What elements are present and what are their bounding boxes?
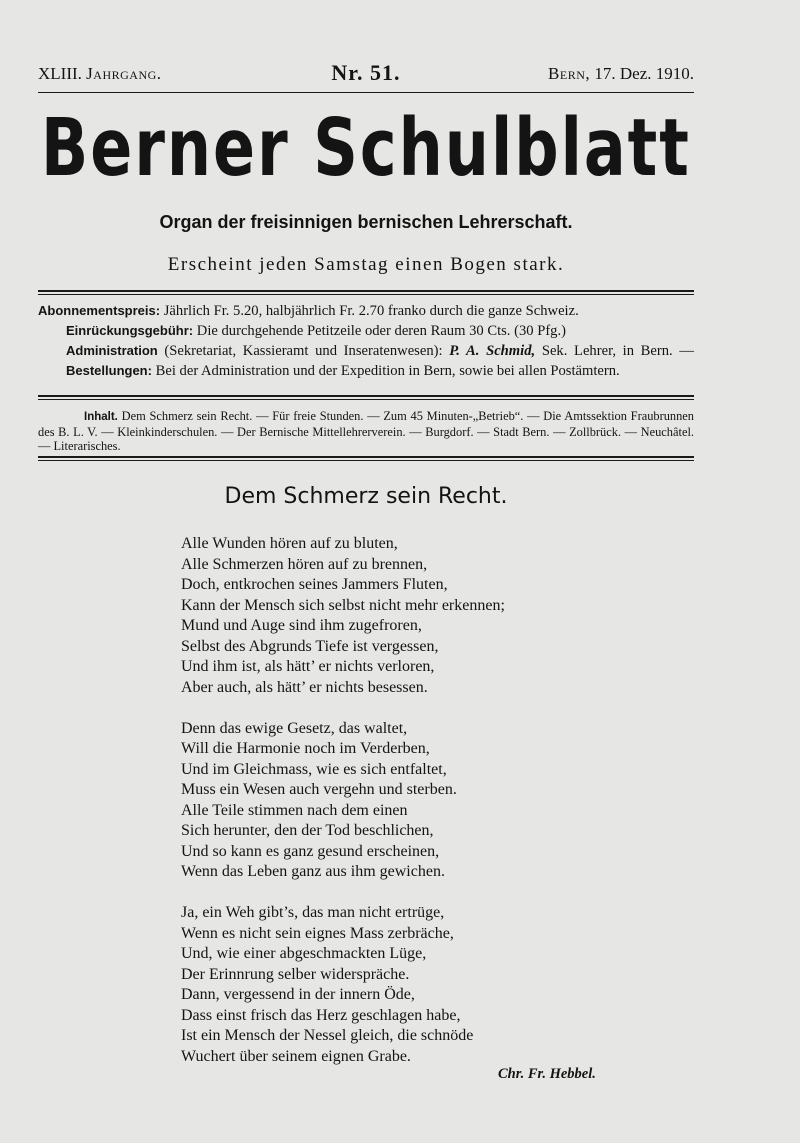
poem-line: Alle Teile stimmen nach dem einen <box>181 801 408 819</box>
abo-label: Abonnementspreis: <box>38 303 161 318</box>
masthead-subtitle: Organ der freisinnigen bernischen Lehrerschaft. <box>159 212 573 232</box>
admin-tail: Sek. Lehrer, in Bern. — <box>541 343 694 359</box>
table-of-contents <box>38 409 694 454</box>
poem-line: Ja, ein Weh gibt’s, das man nicht ertrüge, <box>181 904 445 921</box>
poem-line: Selbst des Abgrunds Tiefe ist vergessen, <box>181 637 439 655</box>
poem-line: Dass einst frisch das Herz geschlagen habe, <box>181 1006 461 1024</box>
poem-line: Ist ein Mensch der Nessel gleich, die schnöde <box>181 1027 474 1044</box>
issue-date: Bern, 17. Dez. 1910. <box>548 64 694 83</box>
poem-line: Und so kann es ganz gesund erscheinen, <box>181 842 440 860</box>
poem-line: Muss ein Wesen auch vergehn und sterben. <box>181 781 457 798</box>
poem-line: Dann, vergessend in der innern Öde, <box>181 986 415 1003</box>
poem-line: Denn das ewige Gesetz, das waltet, <box>181 719 408 737</box>
poem-line: Doch, entkrochen seines Jammers Fluten, <box>181 576 448 593</box>
poem-stanza <box>181 534 621 698</box>
issue-number: Nr. 51. <box>331 60 401 85</box>
double-rule <box>38 456 694 461</box>
poem-stanza <box>181 719 621 883</box>
poem-line: Wenn es nicht sein eignes Mass zerbräche, <box>181 924 454 942</box>
admin-label: Administration <box>66 343 158 358</box>
poem-line: Alle Schmerzen hören auf zu brennen, <box>181 555 428 573</box>
double-rule <box>38 290 694 295</box>
poem-line: Mund und Auge sind ihm zugefroren, <box>181 617 422 634</box>
poem <box>181 534 621 1088</box>
orders-label: Bestellungen: <box>66 363 152 378</box>
poem-line: Alle Wunden hören auf zu bluten, <box>181 535 398 552</box>
einr-label: Einrückungsgebühr: <box>66 323 194 338</box>
article-title: Dem Schmerz sein Recht. <box>224 484 508 509</box>
poem-line: Kann der Mensch sich selbst nicht mehr erkennen; <box>181 596 505 614</box>
admin-text: (Sekretariat, Kassieramt und Inseratenwesen): <box>164 343 443 359</box>
contents-text: Dem Schmerz sein Recht. — Für freie Stunden. — Zum 45 Minuten-„Betrieb“. — Die Amtssektion Fraubrunnen des B. L. V. — Kleinkinderschulen. — Der Bernische Mittellehrerverein. — Burgdorf. — Stadt Bern. — Zollbrück. — Neuchâtel. — Literarisches. <box>38 409 694 453</box>
subscription-info <box>38 301 694 381</box>
poem-line: Aber auch, als hätt’ er nichts besessen. <box>181 678 428 696</box>
poem-line: Und ihm ist, als hätt’ er nichts verloren, <box>181 658 435 675</box>
poem-stanza <box>181 903 621 1067</box>
poem-line: Und, wie einer abgeschmackten Lüge, <box>181 945 427 962</box>
orders-text: Bei der Administration und der Expedition in Bern, sowie bei allen Postämtern. <box>155 363 620 379</box>
volume-label: XLIII. Jahrgang. <box>38 64 162 83</box>
poem-line: Und im Gleichmass, wie es sich entfaltet, <box>181 760 447 778</box>
contents-label: Inhalt. <box>84 411 118 423</box>
abo-text: Jährlich Fr. 5.20, halbjährlich Fr. 2.70 franko durch die ganze Schweiz. <box>163 303 579 319</box>
einr-text: Die durchgehende Petitzeile oder deren Raum 30 Cts. (30 Pfg.) <box>196 323 566 339</box>
double-rule <box>38 395 694 400</box>
poem-line: Wuchert über seinem eignen Grabe. <box>181 1047 411 1065</box>
poem-line: Wenn das Leben ganz aus ihm gewichen. <box>181 863 445 880</box>
poem-author: Chr. Fr. Hebbel. <box>498 1066 596 1082</box>
poem-line: Der Erinnrung selber widerspräche. <box>181 965 410 983</box>
publication-frequency: Erscheint jeden Samstag einen Bogen stark. <box>167 254 565 275</box>
poem-line: Will die Harmonie noch im Verderben, <box>181 740 430 757</box>
masthead-title: Berner Schulblatt <box>41 100 691 195</box>
poem-line: Sich herunter, den der Tod beschlichen, <box>181 822 434 839</box>
admin-name: P. A. Schmid, <box>449 343 536 359</box>
